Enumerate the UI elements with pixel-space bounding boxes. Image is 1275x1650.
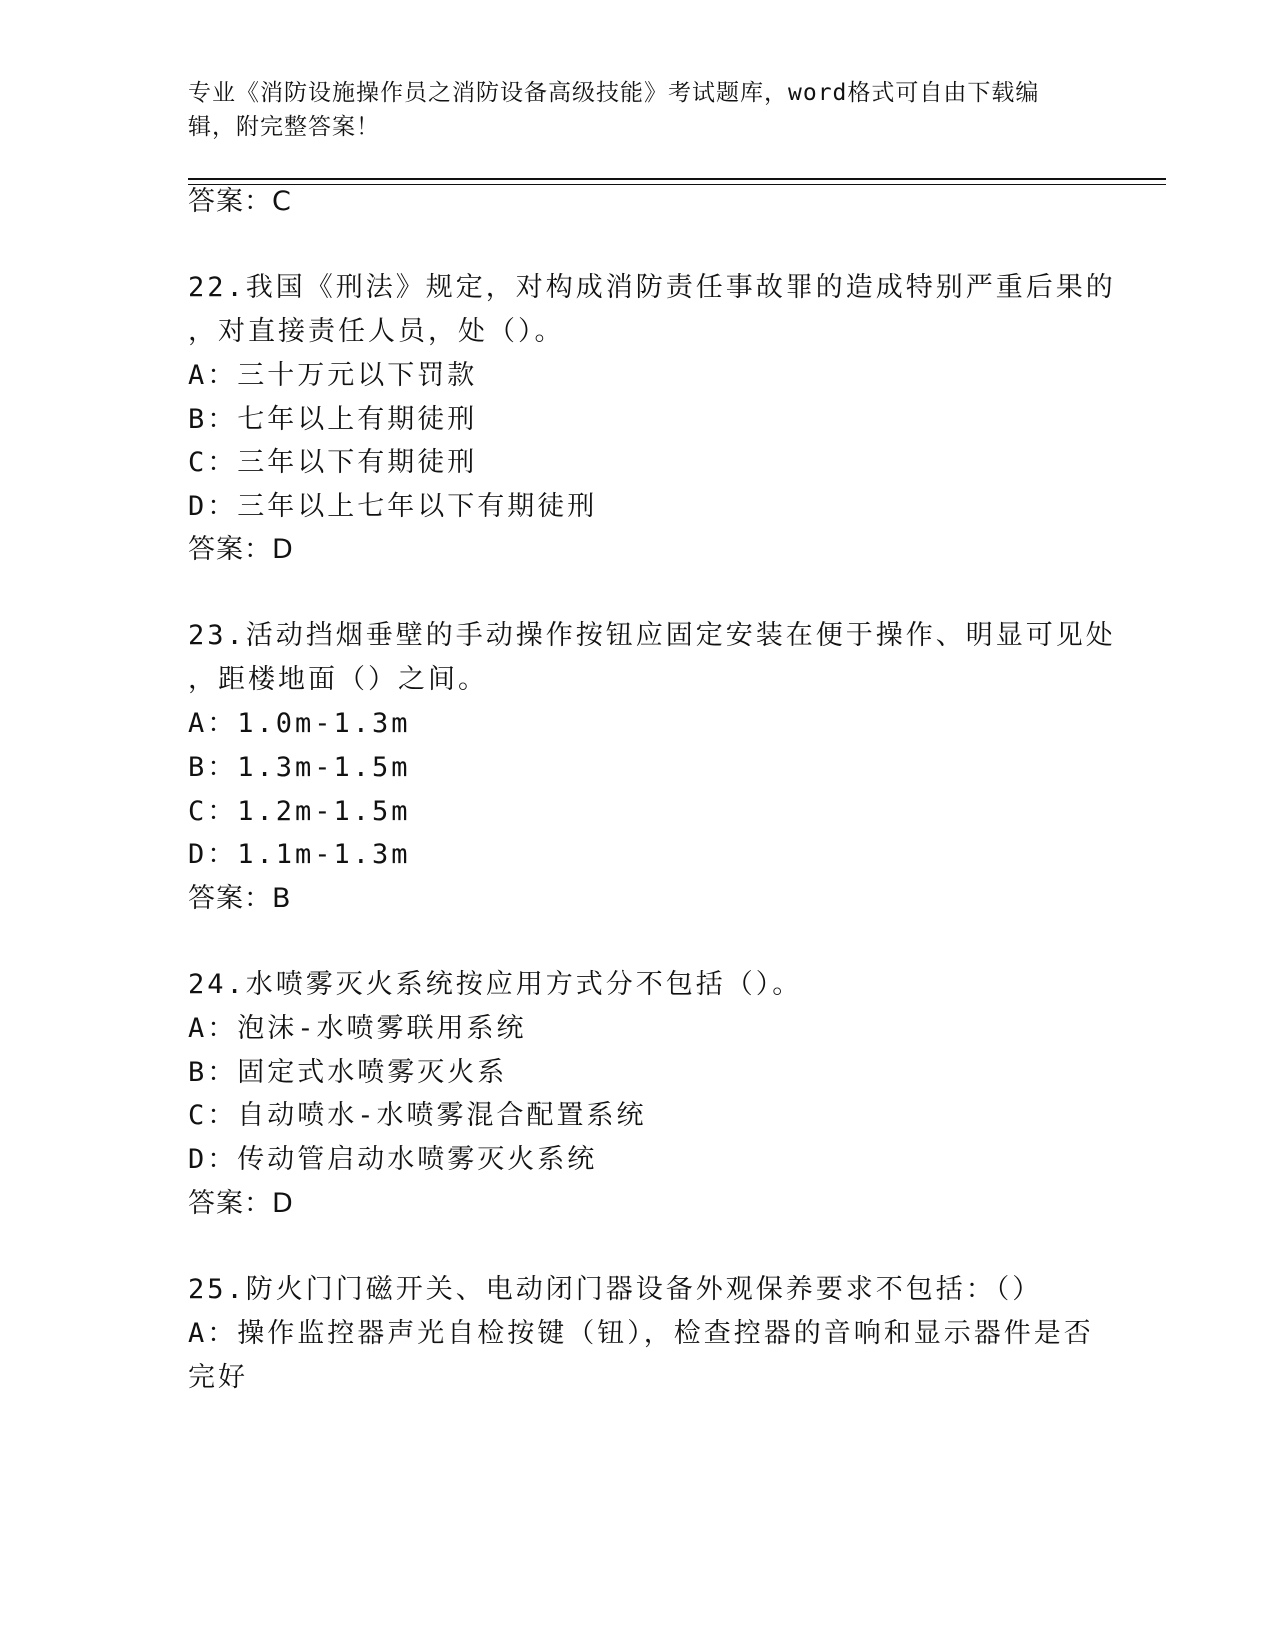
- question-24-option-b: B：固定式水喷雾灭火系: [188, 1057, 508, 1088]
- header-divider-thick: [188, 178, 1166, 180]
- question-22-text: 22.我国《刑法》规定，对构成消防责任事故罪的造成特别严重后果的: [188, 272, 1116, 303]
- answer-21: 答案：C: [188, 186, 292, 217]
- question-24-option-a: A：泡沫-水喷雾联用系统: [188, 1013, 527, 1044]
- answer-23: 答案：B: [188, 883, 292, 914]
- header-divider-thin: [188, 184, 1166, 185]
- question-22-option-d: D：三年以上七年以下有期徒刑: [188, 491, 598, 522]
- question-24-option-d: D：传动管启动水喷雾灭火系统: [188, 1144, 598, 1175]
- question-23-text-cont: ，距楼地面（）之间。: [188, 664, 488, 695]
- question-22-text-cont: ，对直接责任人员，处（）。: [188, 316, 565, 347]
- question-24-text: 24.水喷雾灭火系统按应用方式分不包括（）。: [188, 969, 803, 1000]
- document-header: 专业《消防设施操作员之消防设备高级技能》考试题库，word格式可自由下载编辑，附完整答案！: [188, 80, 1040, 140]
- question-22-option-a: A：三十万元以下罚款: [188, 360, 478, 391]
- question-23-option-c: C：1.2m-1.5m: [188, 796, 411, 827]
- answer-22: 答案：D: [188, 534, 294, 565]
- question-24-option-c: C：自动喷水-水喷雾混合配置系统: [188, 1100, 647, 1131]
- question-23-option-b: B：1.3m-1.5m: [188, 752, 411, 783]
- question-22-option-b: B：七年以上有期徒刑: [188, 404, 478, 435]
- question-23-text: 23.活动挡烟垂壁的手动操作按钮应固定安装在便于操作、明显可见处: [188, 620, 1116, 651]
- answer-24: 答案：D: [188, 1188, 294, 1219]
- question-25-option-a-cont: 完好: [188, 1362, 248, 1393]
- question-23-option-d: D：1.1m-1.3m: [188, 839, 411, 870]
- question-25-option-a: A：操作监控器声光自检按键（钮），检查控器的音响和显示器件是否: [188, 1318, 1094, 1349]
- question-25-text: 25.防火门门磁开关、电动闭门器设备外观保养要求不包括：（）: [188, 1274, 1043, 1305]
- question-23-option-a: A：1.0m-1.3m: [188, 708, 411, 739]
- question-22-option-c: C：三年以下有期徒刑: [188, 447, 478, 478]
